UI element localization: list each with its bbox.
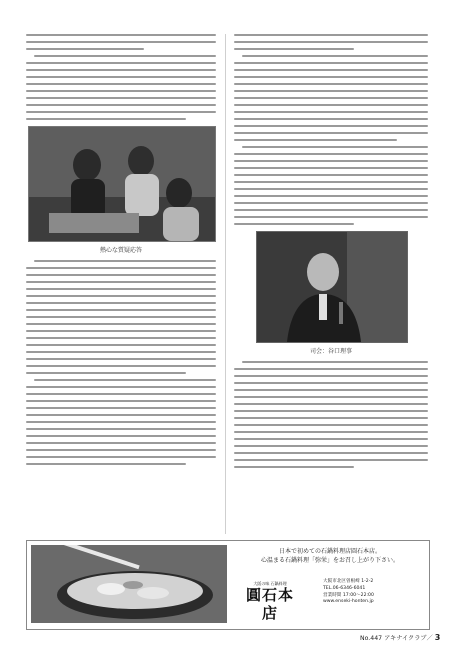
text-line	[26, 288, 216, 290]
restaurant-logo: 圓石本店	[245, 586, 294, 622]
text-line	[26, 309, 216, 311]
text-line	[234, 382, 428, 384]
text-line	[234, 452, 428, 454]
text-line	[26, 400, 216, 402]
text-line	[26, 274, 216, 276]
text-line	[234, 223, 354, 225]
text-line	[26, 372, 186, 374]
text-line	[26, 48, 144, 50]
text-line	[234, 111, 428, 113]
text-line	[26, 316, 216, 318]
text-line	[234, 216, 428, 218]
right-column	[234, 34, 428, 473]
text-line	[26, 111, 216, 113]
speaker-photo	[256, 231, 408, 343]
text-line	[234, 438, 428, 440]
text-line	[234, 431, 428, 433]
magazine-name: アキナイクラブ	[384, 635, 427, 642]
ad-headline-2: 心温まる石鍋料理「弥栄」をお召し上がり下さい。	[260, 557, 399, 564]
ad-address: 大阪市北区曽根崎 1-2-2	[323, 579, 374, 584]
text-line	[26, 295, 216, 297]
ad-hours: 営業時間 17:00〜22:00	[323, 592, 374, 598]
text-line	[26, 330, 216, 332]
text-line	[34, 379, 216, 381]
text-line	[234, 368, 428, 370]
text-line	[234, 97, 428, 99]
text-line	[26, 104, 216, 106]
text-line	[26, 118, 186, 120]
text-line	[234, 104, 428, 106]
text-line	[26, 34, 216, 36]
text-line	[234, 403, 428, 405]
text-line	[234, 417, 428, 419]
photo-caption-right: 司会：谷口理事	[309, 348, 352, 355]
text-line	[26, 90, 216, 92]
text-line	[26, 41, 216, 43]
ad-logo-block	[239, 581, 301, 622]
text-line	[26, 393, 216, 395]
meeting-photo	[28, 126, 216, 242]
ad-phone: TEL.06-6346-6041	[323, 585, 366, 591]
page-footer	[360, 633, 440, 642]
text-line	[242, 146, 428, 148]
text-line	[234, 188, 428, 190]
text-line	[234, 209, 428, 211]
text-line	[26, 435, 216, 437]
text-line	[34, 55, 216, 57]
text-line	[26, 267, 216, 269]
text-line	[234, 459, 428, 461]
text-line	[234, 34, 428, 36]
text-line	[26, 337, 216, 339]
text-line	[26, 386, 216, 388]
text-line	[234, 41, 428, 43]
page-number: 3	[434, 633, 441, 642]
text-line	[26, 281, 216, 283]
text-line	[234, 167, 428, 169]
text-line	[26, 421, 216, 423]
text-line	[26, 351, 216, 353]
text-line	[234, 389, 428, 391]
issue-number: No.447	[360, 635, 383, 642]
text-line	[234, 132, 428, 134]
text-line	[26, 449, 216, 451]
text-line	[242, 55, 428, 57]
text-line	[234, 375, 428, 377]
text-line	[26, 302, 216, 304]
text-line	[26, 76, 216, 78]
text-line	[26, 463, 186, 465]
text-line	[26, 62, 216, 64]
text-line	[34, 260, 216, 262]
text-line	[234, 83, 428, 85]
hotpot-photo	[31, 545, 227, 623]
text-line	[26, 344, 216, 346]
text-line	[234, 160, 428, 162]
text-line	[234, 466, 354, 468]
text-line	[234, 424, 428, 426]
text-line	[26, 83, 216, 85]
column-divider	[225, 34, 226, 534]
text-line	[26, 323, 216, 325]
text-line	[26, 428, 216, 430]
text-line	[234, 62, 428, 64]
text-line	[234, 125, 428, 127]
text-line	[26, 442, 216, 444]
text-line	[234, 396, 428, 398]
text-line	[26, 97, 216, 99]
text-line	[234, 118, 428, 120]
text-line	[26, 456, 216, 458]
text-line	[234, 410, 428, 412]
text-line	[26, 407, 216, 409]
text-line	[234, 69, 428, 71]
ad-contact-info	[323, 579, 427, 606]
speaker-portrait-photo-icon	[257, 232, 407, 342]
photo-caption-left: 熱心な質疑応答	[99, 247, 142, 254]
text-line	[26, 414, 216, 416]
text-line	[26, 358, 216, 360]
text-line	[234, 139, 397, 141]
ad-headline	[237, 547, 423, 565]
ad-website[interactable]: www.enseki-honten.jp	[323, 599, 374, 605]
restaurant-advertisement	[26, 540, 430, 630]
text-line	[234, 76, 428, 78]
text-line	[242, 361, 428, 363]
text-line	[26, 365, 216, 367]
text-line	[234, 195, 428, 197]
text-line	[234, 181, 428, 183]
left-column	[26, 34, 216, 470]
text-line	[234, 153, 428, 155]
stone-pot-photo-icon	[31, 545, 227, 623]
text-line	[234, 445, 428, 447]
text-line	[234, 48, 354, 50]
ad-headline-1: 日本で初めての石鍋料理店圓石本店。	[278, 548, 381, 555]
ad-logo-tagline: 大阪の味 石鍋料理	[253, 581, 287, 586]
text-line	[234, 202, 428, 204]
text-line	[234, 90, 428, 92]
footer-separator: ／	[426, 635, 433, 642]
text-line	[234, 174, 428, 176]
people-meeting-photo-icon	[29, 127, 215, 241]
text-line	[26, 69, 216, 71]
